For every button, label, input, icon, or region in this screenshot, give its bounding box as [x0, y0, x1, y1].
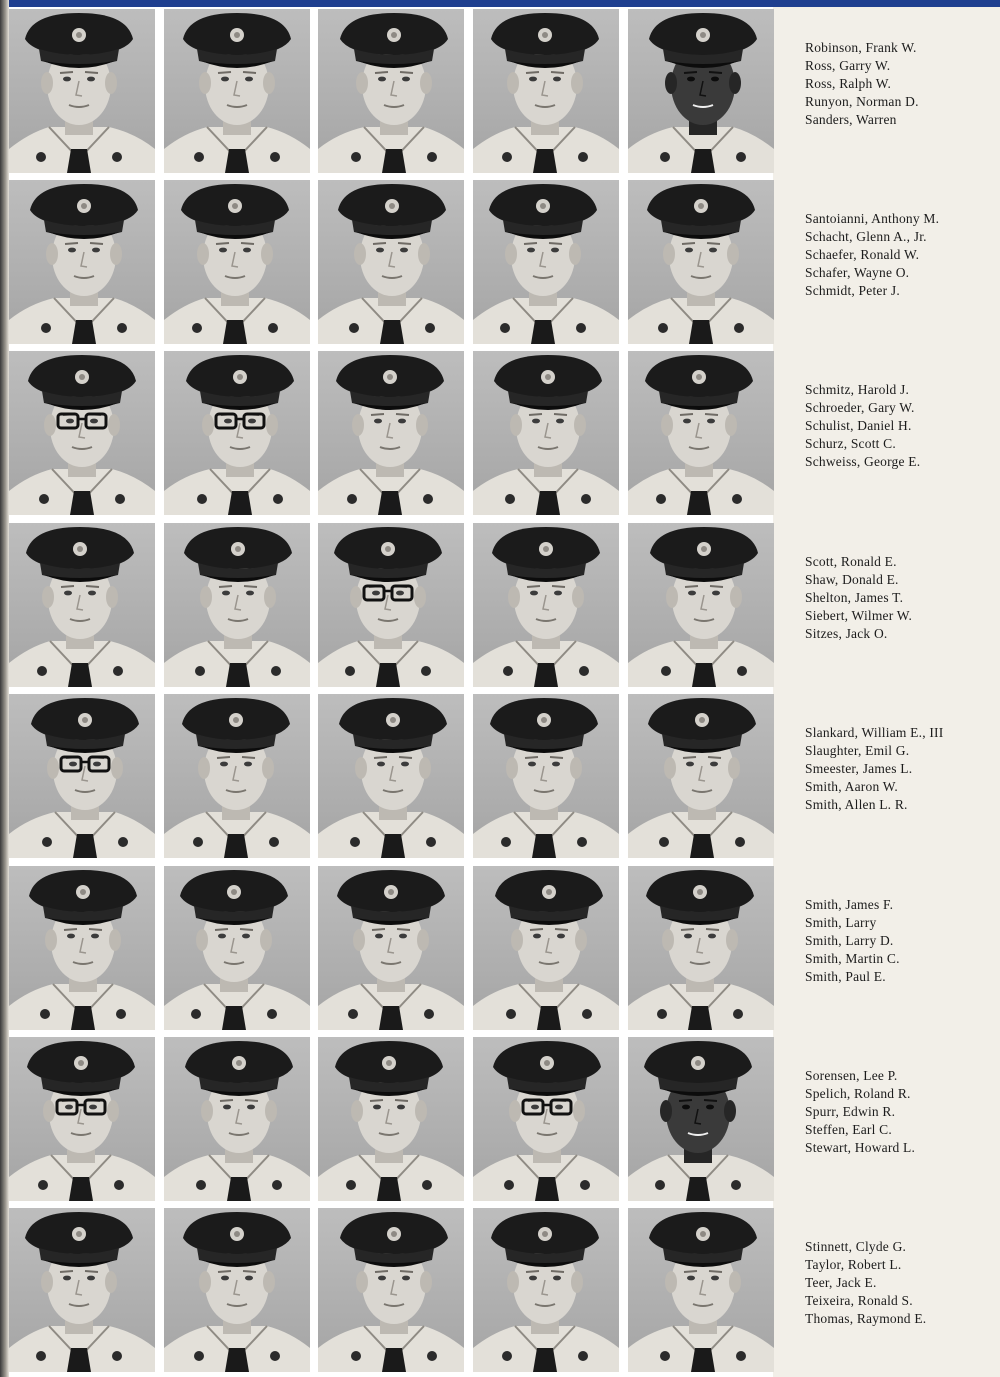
name-entry: Slaughter, Emil G. — [805, 743, 910, 758]
name-entry: Sorensen, Lee P. — [805, 1068, 898, 1083]
portrait-photo — [164, 866, 310, 1030]
name-list — [805, 553, 1000, 643]
name-entry: Stewart, Howard L. — [805, 1140, 916, 1155]
portrait-photo — [628, 180, 774, 344]
portrait-photo — [473, 180, 619, 344]
portrait-photo — [318, 523, 464, 687]
name-entry: Teixeira, Ronald S. — [805, 1293, 913, 1308]
name-entry: Siebert, Wilmer W. — [805, 608, 913, 623]
roster-row — [9, 351, 1000, 515]
portrait-photo — [164, 351, 310, 515]
name-entry: Santoianni, Anthony M. — [805, 211, 940, 226]
portrait-photo — [628, 9, 774, 173]
name-entry: Runyon, Norman D. — [805, 94, 919, 109]
name-entry: Steffen, Earl C. — [805, 1122, 892, 1137]
portrait-photo — [9, 523, 155, 687]
portrait-photo — [628, 523, 774, 687]
name-entry: Smith, James F. — [805, 897, 894, 912]
portrait-photo — [164, 1208, 310, 1372]
portrait-photo — [9, 1037, 155, 1201]
name-entry: Ross, Garry W. — [805, 58, 891, 73]
name-entry: Sanders, Warren — [805, 112, 897, 127]
name-list — [805, 381, 1000, 471]
portrait-photo — [628, 351, 774, 515]
portrait-photo — [473, 351, 619, 515]
portrait-photo — [318, 1208, 464, 1372]
name-entry: Smith, Aaron W. — [805, 779, 899, 794]
portrait-photo — [318, 694, 464, 858]
portrait-photo — [9, 866, 155, 1030]
name-entry: Stinnett, Clyde G. — [805, 1239, 907, 1254]
top-color-rule — [0, 0, 1000, 7]
portrait-photo — [318, 1037, 464, 1201]
name-entry: Schaefer, Ronald W. — [805, 247, 920, 262]
roster-row — [9, 866, 1000, 1030]
name-entry: Sitzes, Jack O. — [805, 626, 888, 641]
name-entry: Smith, Larry — [805, 915, 877, 930]
name-entry: Smith, Martin C. — [805, 951, 900, 966]
roster-row — [9, 694, 1000, 858]
portrait-photo — [318, 9, 464, 173]
name-entry: Schulist, Daniel H. — [805, 418, 912, 433]
portrait-photo — [318, 180, 464, 344]
portrait-photo — [628, 1037, 774, 1201]
name-entry: Teer, Jack E. — [805, 1275, 877, 1290]
name-entry: Smeester, James L. — [805, 761, 913, 776]
name-entry: Schweiss, George E. — [805, 454, 921, 469]
name-entry: Schurz, Scott C. — [805, 436, 896, 451]
name-entry: Smith, Allen L. R. — [805, 797, 908, 812]
portrait-photo — [318, 866, 464, 1030]
name-entry: Slankard, William E., III — [805, 725, 944, 740]
name-entry: Taylor, Robert L. — [805, 1257, 902, 1272]
name-entry: Thomas, Raymond E. — [805, 1311, 927, 1326]
roster-row — [9, 1208, 1000, 1372]
portrait-photo — [164, 180, 310, 344]
name-entry: Shelton, James T. — [805, 590, 904, 605]
name-entry: Schafer, Wayne O. — [805, 265, 910, 280]
portrait-photo — [9, 351, 155, 515]
name-entry: Smith, Paul E. — [805, 969, 886, 984]
name-list — [805, 724, 1000, 814]
portrait-photo — [318, 351, 464, 515]
portrait-photo — [164, 694, 310, 858]
name-list — [805, 1067, 1000, 1157]
portrait-photo — [164, 523, 310, 687]
name-entry: Spurr, Edwin R. — [805, 1104, 896, 1119]
name-entry: Scott, Ronald E. — [805, 554, 897, 569]
portrait-photo — [473, 9, 619, 173]
name-entry: Ross, Ralph W. — [805, 76, 892, 91]
name-list — [805, 39, 1000, 129]
name-entry: Schroeder, Gary W. — [805, 400, 915, 415]
portrait-photo — [473, 1037, 619, 1201]
roster-row — [9, 9, 1000, 173]
portrait-photo — [9, 694, 155, 858]
name-entry: Spelich, Roland R. — [805, 1086, 911, 1101]
portrait-photo — [9, 180, 155, 344]
portrait-photo — [628, 866, 774, 1030]
name-entry: Schacht, Glenn A., Jr. — [805, 229, 927, 244]
portrait-photo — [473, 866, 619, 1030]
portrait-photo — [473, 523, 619, 687]
name-list — [805, 896, 1000, 986]
roster-row — [9, 523, 1000, 687]
portrait-photo — [628, 1208, 774, 1372]
name-entry: Schmidt, Peter J. — [805, 283, 900, 298]
roster-row — [9, 180, 1000, 344]
name-entry: Shaw, Donald E. — [805, 572, 899, 587]
name-list — [805, 1238, 1000, 1328]
portrait-photo — [164, 1037, 310, 1201]
name-entry: Smith, Larry D. — [805, 933, 894, 948]
portrait-photo — [473, 694, 619, 858]
portrait-photo — [628, 694, 774, 858]
portrait-photo — [9, 1208, 155, 1372]
name-entry: Schmitz, Harold J. — [805, 382, 910, 397]
page-binding-edge — [0, 0, 9, 1377]
name-list — [805, 210, 1000, 300]
portrait-photo — [9, 9, 155, 173]
portrait-photo — [164, 9, 310, 173]
roster-row — [9, 1037, 1000, 1201]
name-entry: Robinson, Frank W. — [805, 40, 917, 55]
portrait-photo — [473, 1208, 619, 1372]
